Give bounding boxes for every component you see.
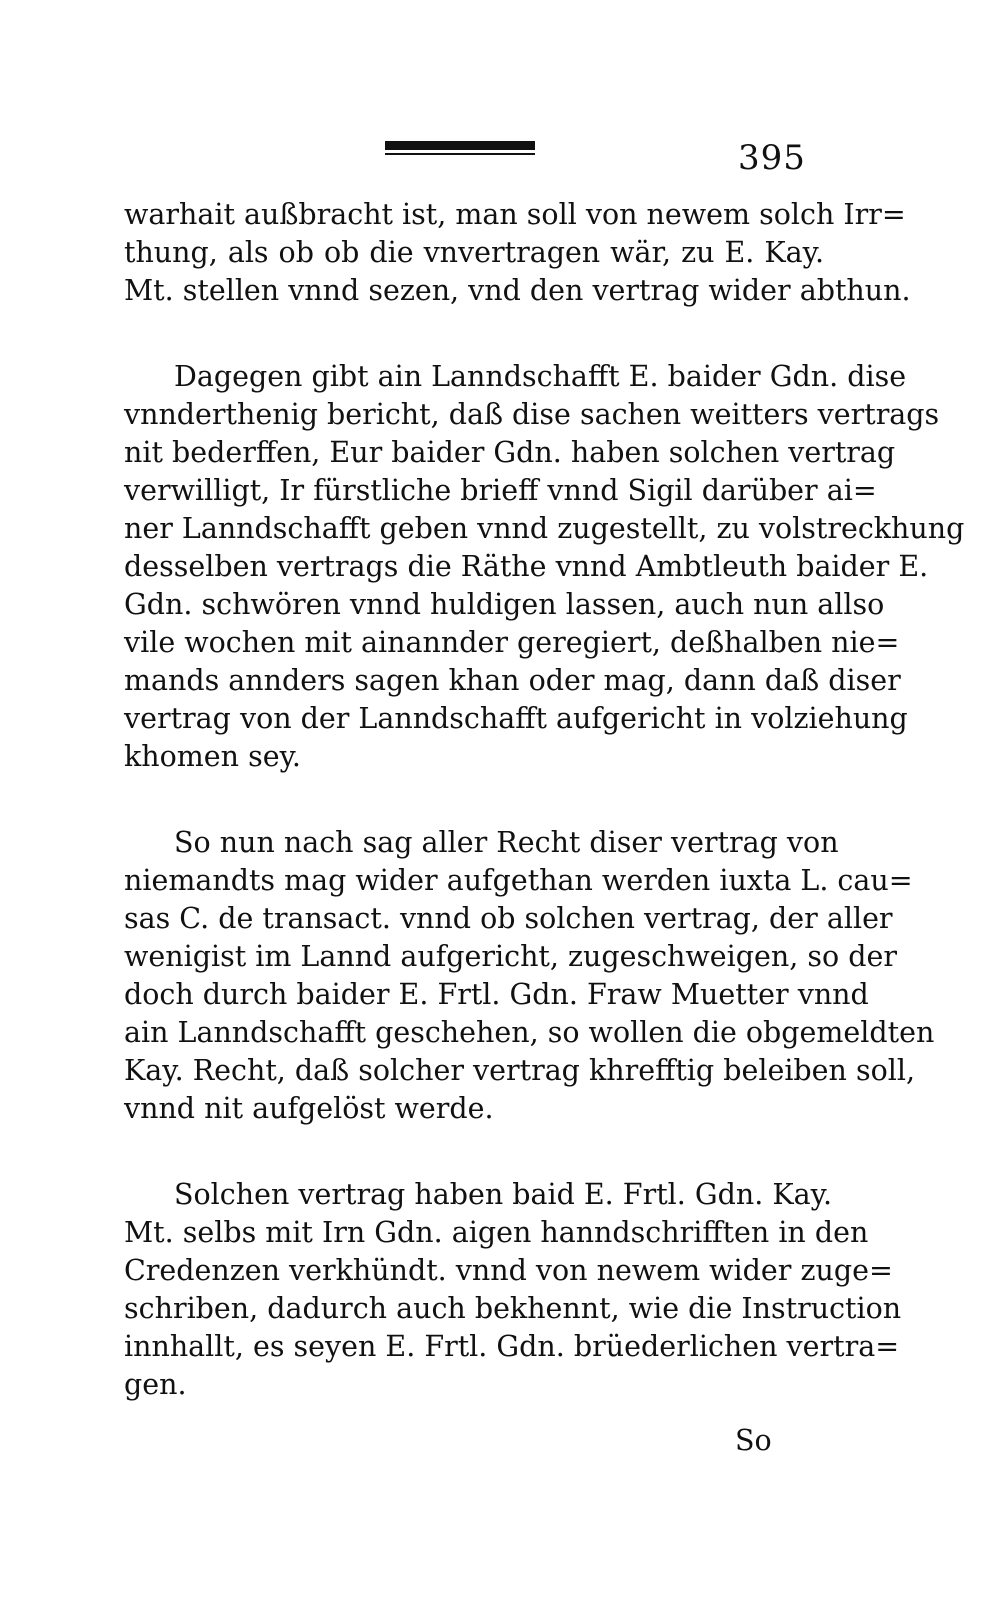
catchword: So	[735, 1424, 772, 1457]
text-line: Gdn. schwören vnnd huldigen lassen, auch nun allso	[124, 588, 885, 621]
text-line: thung, als ob ob die vnvertragen wär, zu E. Kay.	[124, 236, 824, 269]
text-line: ain Lanndschafft geschehen, so wollen die obgemeldten	[124, 1016, 935, 1049]
paragraph-2	[124, 358, 965, 776]
text-line: ner Lanndschafft geben vnnd zugestellt, zu volstreckhung	[124, 512, 965, 545]
text-line: mands annders sagen khan oder mag, dann daß diser	[124, 664, 901, 697]
text-line: Dagegen gibt ain Lanndschafft E. baider Gdn. dise	[174, 360, 907, 393]
text-line: Mt. selbs mit Irn Gdn. aigen hanndschrifften in den	[124, 1216, 869, 1249]
text-line: vile wochen mit ainannder geregiert, deßhalben nie=	[124, 626, 900, 659]
text-line: gen.	[124, 1368, 187, 1401]
text-line: warhait außbracht ist, man soll von newem solch Irr=	[124, 198, 906, 231]
paragraph-1	[124, 196, 911, 310]
text-line: doch durch baider E. Frtl. Gdn. Fraw Muetter vnnd	[124, 978, 869, 1011]
paragraph-4	[124, 1176, 902, 1404]
text-line: Mt. stellen vnnd sezen, vnd den vertrag wider abthun.	[124, 274, 911, 307]
text-line: khomen sey.	[124, 740, 301, 773]
text-line: So nun nach sag aller Recht diser vertrag von	[174, 826, 839, 859]
text-line: vnnderthenig bericht, daß dise sachen weitters vertrags	[124, 398, 940, 431]
text-line: desselben vertrags die Räthe vnnd Ambtleuth baider E.	[124, 550, 929, 583]
text-line: vnnd nit aufgelöst werde.	[124, 1092, 494, 1125]
text-line: nit bederffen, Eur baider Gdn. haben solchen vertrag	[124, 436, 896, 469]
text-line: niemandts mag wider aufgethan werden iuxta L. cau=	[124, 864, 913, 897]
page-number: 395	[738, 138, 806, 178]
text-line: verwilligt, Ir fürstliche brieff vnnd Sigil darüber ai=	[124, 474, 877, 507]
text-line: Solchen vertrag haben baid E. Frtl. Gdn. Kay.	[174, 1178, 833, 1211]
text-line: Kay. Recht, daß solcher vertrag khrefftig beleiben soll,	[124, 1054, 916, 1087]
text-line: vertrag von der Lanndschafft aufgericht in volziehung	[124, 702, 908, 735]
header-rule	[385, 141, 535, 150]
text-line: Credenzen verkhündt. vnnd von newem wider zuge=	[124, 1254, 893, 1287]
text-line: wenigist im Lannd aufgericht, zugeschweigen, so der	[124, 940, 897, 973]
text-line: schriben, dadurch auch bekhennt, wie die Instruction	[124, 1292, 902, 1325]
paragraph-3	[124, 824, 935, 1128]
header-rule-thin	[385, 153, 535, 155]
body-text	[124, 196, 965, 1452]
text-line: innhallt, es seyen E. Frtl. Gdn. brüederlichen vertra=	[124, 1330, 900, 1363]
text-line: sas C. de transact. vnnd ob solchen vertrag, der aller	[124, 902, 893, 935]
